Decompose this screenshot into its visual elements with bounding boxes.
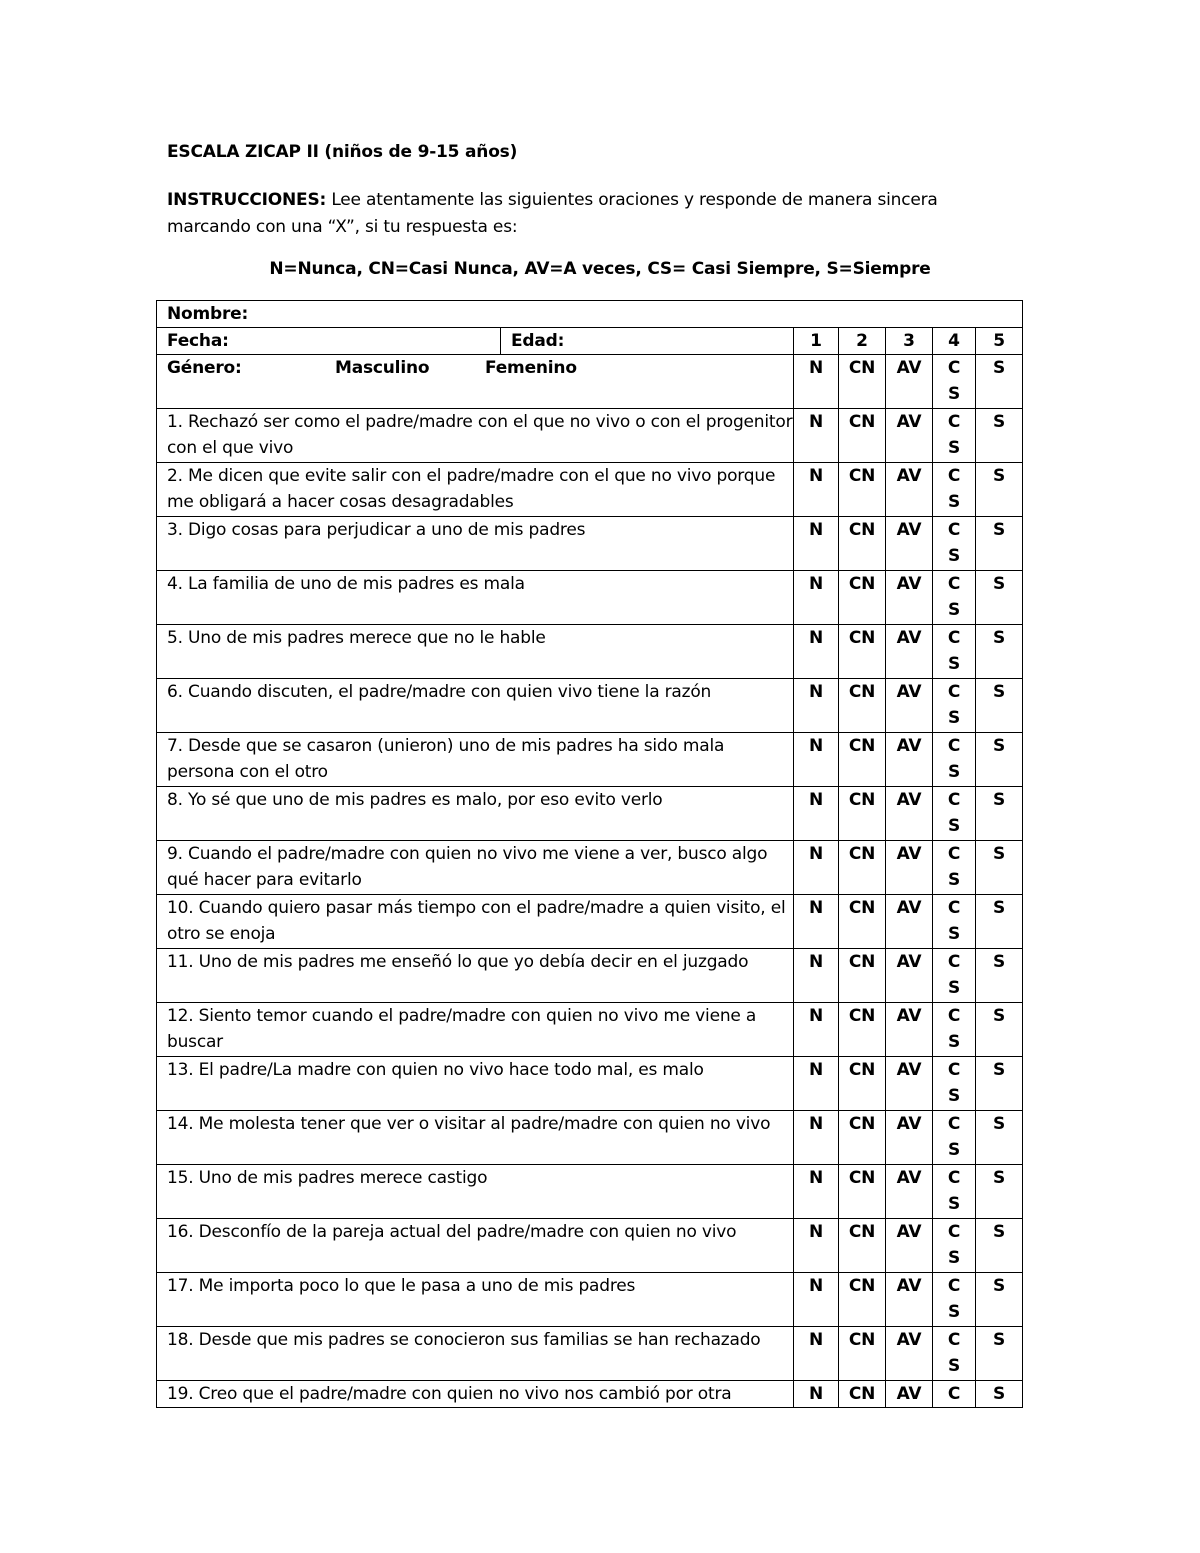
option-n[interactable]: N [794, 1165, 839, 1219]
item-statement: Creo que el padre/madre con quien no vivo nos cambió por otra [193, 1384, 732, 1404]
gender-option-female[interactable]: Femenino [485, 358, 577, 378]
option-s[interactable]: S [976, 787, 1023, 841]
code-cs-top: C [947, 790, 961, 810]
option-av[interactable]: AV [886, 949, 933, 1003]
option-av[interactable]: AV [886, 571, 933, 625]
code-cs-bottom: S [947, 654, 961, 674]
option-s[interactable]: S [976, 1219, 1023, 1273]
option-cs[interactable] [933, 1273, 976, 1327]
item-number: 4. [167, 574, 183, 594]
item-row [157, 1111, 1023, 1165]
code-cs-top: C [947, 898, 961, 918]
option-n[interactable]: N [794, 517, 839, 571]
code-cs-bottom: S [947, 546, 961, 566]
item-text [157, 1057, 794, 1111]
option-cn[interactable]: CN [839, 1327, 886, 1381]
option-cn[interactable]: CN [839, 679, 886, 733]
item-number: 16. [167, 1222, 194, 1242]
gender-field [157, 355, 794, 409]
option-av[interactable]: AV [886, 1057, 933, 1111]
item-row [157, 787, 1023, 841]
item-row [157, 1057, 1023, 1111]
option-cs[interactable] [933, 1219, 976, 1273]
item-number: 8. [167, 790, 183, 810]
code-cs-top: C [947, 1330, 961, 1350]
scale-number: 5 [976, 328, 1023, 355]
option-av[interactable]: AV [886, 517, 933, 571]
date-label: Fecha: [167, 331, 229, 351]
option-cn[interactable]: CN [839, 949, 886, 1003]
instructions [167, 187, 987, 241]
item-row [157, 1003, 1023, 1057]
name-row [157, 301, 1023, 328]
item-text [157, 625, 794, 679]
survey-table [156, 300, 1023, 1408]
item-text [157, 841, 794, 895]
code-cs-bottom: S [947, 762, 961, 782]
option-av[interactable]: AV [886, 1381, 933, 1408]
item-text [157, 1273, 794, 1327]
item-statement: Me molesta tener que ver o visitar al padre/madre con quien no vivo [193, 1114, 771, 1134]
item-row [157, 517, 1023, 571]
option-cn[interactable]: CN [839, 895, 886, 949]
option-av[interactable]: AV [886, 1003, 933, 1057]
option-cs[interactable] [933, 463, 976, 517]
item-row [157, 1219, 1023, 1273]
option-cn[interactable]: CN [839, 1057, 886, 1111]
code-cs-top: C [947, 1168, 961, 1188]
option-cs[interactable] [933, 787, 976, 841]
item-row [157, 679, 1023, 733]
item-statement: Rechazó ser como el padre/madre con el que no vivo o con el progenitor con el que vivo [167, 412, 793, 458]
age-field[interactable] [501, 328, 794, 355]
option-cs[interactable] [933, 841, 976, 895]
item-row [157, 1273, 1023, 1327]
name-field[interactable] [157, 301, 1023, 328]
item-number: 15. [167, 1168, 194, 1188]
code-cs-bottom: S [947, 1356, 961, 1376]
option-n[interactable]: N [794, 841, 839, 895]
option-s[interactable]: S [976, 463, 1023, 517]
option-cn[interactable]: CN [839, 1381, 886, 1408]
item-row [157, 1327, 1023, 1381]
item-number: 17. [167, 1276, 194, 1296]
option-cs[interactable] [933, 949, 976, 1003]
item-statement: Me importa poco lo que le pasa a uno de mis padres [193, 1276, 636, 1296]
item-text [157, 1003, 794, 1057]
item-text [157, 895, 794, 949]
code-cs-top: C [947, 466, 961, 486]
option-cs[interactable] [933, 895, 976, 949]
instructions-text: Lee atentamente las siguientes oraciones y responde de manera sincera marcando con una “X”, si tu respuesta es: [167, 190, 938, 237]
option-av[interactable]: AV [886, 463, 933, 517]
option-av[interactable]: AV [886, 679, 933, 733]
option-s[interactable]: S [976, 679, 1023, 733]
code-cs-bottom: S [947, 1194, 961, 1214]
option-n[interactable]: N [794, 787, 839, 841]
code-cs-top: C [947, 844, 961, 864]
option-n[interactable]: N [794, 679, 839, 733]
item-number: 18. [167, 1330, 194, 1350]
item-number: 3. [167, 520, 183, 540]
code-cs-top: C [947, 628, 961, 648]
option-s[interactable]: S [976, 625, 1023, 679]
item-row [157, 733, 1023, 787]
item-row [157, 841, 1023, 895]
code-cs-bottom: S [947, 1140, 961, 1160]
code-cs-bottom: S [947, 816, 961, 836]
item-row [157, 409, 1023, 463]
option-n[interactable]: N [794, 1219, 839, 1273]
item-number: 1. [167, 412, 183, 432]
item-text [157, 949, 794, 1003]
item-number: 11. [167, 952, 194, 972]
code-cn: CN [839, 355, 886, 409]
option-n[interactable]: N [794, 733, 839, 787]
code-n: N [794, 355, 839, 409]
option-n[interactable]: N [794, 895, 839, 949]
option-n[interactable]: N [794, 1273, 839, 1327]
option-av[interactable]: AV [886, 841, 933, 895]
item-number: 13. [167, 1060, 194, 1080]
option-s[interactable]: S [976, 895, 1023, 949]
code-s: S [976, 355, 1023, 409]
item-statement: Uno de mis padres me enseñó lo que yo debía decir en el juzgado [193, 952, 749, 972]
item-number: 5. [167, 628, 183, 648]
option-cs[interactable] [933, 571, 976, 625]
item-text [157, 733, 794, 787]
option-s[interactable]: S [976, 1111, 1023, 1165]
option-cs[interactable] [933, 1381, 976, 1408]
option-av[interactable]: AV [886, 409, 933, 463]
option-s[interactable]: S [976, 1003, 1023, 1057]
item-text [157, 1381, 794, 1408]
option-n[interactable]: N [794, 625, 839, 679]
option-s[interactable]: S [976, 409, 1023, 463]
item-text [157, 1111, 794, 1165]
code-cs-bottom: S [947, 708, 961, 728]
option-n[interactable]: N [794, 1381, 839, 1408]
option-cs[interactable] [933, 733, 976, 787]
date-field[interactable] [157, 328, 501, 355]
code-cs-bottom: S [947, 870, 961, 890]
code-cs-bottom: S [947, 1302, 961, 1322]
option-cn[interactable]: CN [839, 517, 886, 571]
code-cs-top: C [947, 682, 961, 702]
item-number: 7. [167, 736, 183, 756]
code-cs-bottom: S [947, 438, 961, 458]
option-cn[interactable]: CN [839, 1219, 886, 1273]
age-label: Edad: [511, 331, 565, 351]
code-cs-top: C [947, 412, 961, 432]
item-row [157, 1381, 1023, 1408]
option-cs[interactable] [933, 1057, 976, 1111]
option-s[interactable]: S [976, 1273, 1023, 1327]
item-row [157, 463, 1023, 517]
item-statement: Digo cosas para perjudicar a uno de mis padres [182, 520, 586, 540]
item-text [157, 1219, 794, 1273]
option-cs[interactable] [933, 625, 976, 679]
code-cs-bottom: S [947, 978, 961, 998]
item-number: 14. [167, 1114, 194, 1134]
option-s[interactable]: S [976, 571, 1023, 625]
item-text [157, 787, 794, 841]
item-text [157, 571, 794, 625]
item-statement: Uno de mis padres merece que no le hable [182, 628, 546, 648]
option-cn[interactable]: CN [839, 787, 886, 841]
option-cn[interactable]: CN [839, 571, 886, 625]
gender-row [157, 355, 1023, 409]
code-cs [933, 355, 976, 409]
item-row [157, 1165, 1023, 1219]
option-s[interactable]: S [976, 1327, 1023, 1381]
item-text [157, 1327, 794, 1381]
code-cs-bottom: S [947, 384, 961, 404]
item-statement: El padre/La madre con quien no vivo hace todo mal, es malo [193, 1060, 704, 1080]
option-n[interactable]: N [794, 409, 839, 463]
item-statement: Cuando el padre/madre con quien no vivo me viene a ver, busco algo qué hacer para evitarlo [167, 844, 768, 890]
scale-number: 2 [839, 328, 886, 355]
scale-legend: N=Nunca, CN=Casi Nunca, AV=A veces, CS= Casi Siempre, S=Siempre [269, 259, 931, 279]
option-n[interactable]: N [794, 1003, 839, 1057]
item-row [157, 571, 1023, 625]
option-cn[interactable]: CN [839, 409, 886, 463]
option-cs[interactable] [933, 1165, 976, 1219]
item-statement: Desde que se casaron (unieron) uno de mis padres ha sido mala persona con el otro [167, 736, 725, 782]
code-cs-bottom: S [947, 924, 961, 944]
option-av[interactable]: AV [886, 1327, 933, 1381]
option-n[interactable]: N [794, 463, 839, 517]
item-number: 19. [167, 1384, 194, 1404]
option-cs[interactable] [933, 679, 976, 733]
option-av[interactable]: AV [886, 1111, 933, 1165]
code-cs-top: C [947, 952, 961, 972]
option-n[interactable]: N [794, 949, 839, 1003]
option-av[interactable]: AV [886, 1165, 933, 1219]
item-text [157, 463, 794, 517]
code-cs-top: C [947, 520, 961, 540]
instructions-label: INSTRUCCIONES: [167, 190, 327, 210]
gender-option-male[interactable]: Masculino [335, 358, 430, 378]
code-cs-top: C [947, 1060, 961, 1080]
item-statement: Desconfío de la pareja actual del padre/madre con quien no vivo [193, 1222, 737, 1242]
option-cn[interactable]: CN [839, 841, 886, 895]
option-n[interactable]: N [794, 1327, 839, 1381]
option-av[interactable]: AV [886, 895, 933, 949]
option-cn[interactable]: CN [839, 463, 886, 517]
item-statement: Yo sé que uno de mis padres es malo, por eso evito verlo [182, 790, 663, 810]
item-number: 2. [167, 466, 183, 486]
option-av[interactable]: AV [886, 1273, 933, 1327]
item-number: 6. [167, 682, 183, 702]
item-statement: Me dicen que evite salir con el padre/madre con el que no vivo porque me obligará a hacer cosas desagradables [167, 466, 776, 512]
option-s[interactable]: S [976, 949, 1023, 1003]
code-cs-top: C [947, 358, 961, 378]
item-text [157, 1165, 794, 1219]
date-age-row [157, 328, 1023, 355]
option-cn[interactable]: CN [839, 1273, 886, 1327]
option-cn[interactable]: CN [839, 1111, 886, 1165]
option-cn[interactable]: CN [839, 1165, 886, 1219]
item-text [157, 517, 794, 571]
code-cs-top: C [947, 1222, 961, 1242]
option-cs[interactable] [933, 517, 976, 571]
option-cn[interactable]: CN [839, 625, 886, 679]
option-av[interactable]: AV [886, 625, 933, 679]
option-av[interactable]: AV [886, 1219, 933, 1273]
code-cs-bottom: S [947, 492, 961, 512]
item-row [157, 895, 1023, 949]
option-s[interactable]: S [976, 733, 1023, 787]
document-title: ESCALA ZICAP II (niños de 9-15 años) [167, 142, 518, 162]
scale-number: 1 [794, 328, 839, 355]
item-text [157, 409, 794, 463]
option-s[interactable]: S [976, 1381, 1023, 1408]
code-cs-top: C [947, 1006, 961, 1026]
item-statement: Cuando discuten, el padre/madre con quien vivo tiene la razón [182, 682, 712, 702]
option-cs[interactable] [933, 1111, 976, 1165]
name-label: Nombre: [167, 304, 249, 324]
code-cs-top: C [947, 1384, 961, 1404]
item-statement: Siento temor cuando el padre/madre con quien no vivo me viene a buscar [167, 1006, 757, 1052]
code-cs-bottom: S [947, 1086, 961, 1106]
scale-number: 3 [886, 328, 933, 355]
option-cn[interactable]: CN [839, 733, 886, 787]
item-row [157, 949, 1023, 1003]
item-statement: Uno de mis padres merece castigo [193, 1168, 488, 1188]
code-cs-top: C [947, 1276, 961, 1296]
option-n[interactable]: N [794, 1111, 839, 1165]
option-s[interactable]: S [976, 517, 1023, 571]
item-number: 12. [167, 1006, 194, 1026]
option-s[interactable]: S [976, 841, 1023, 895]
option-cs[interactable] [933, 1003, 976, 1057]
code-cs-top: C [947, 1114, 961, 1134]
option-cs[interactable] [933, 1327, 976, 1381]
option-av[interactable]: AV [886, 787, 933, 841]
item-statement: Cuando quiero pasar más tiempo con el padre/madre a quien visito, el otro se enoja [167, 898, 786, 944]
code-cs-top: C [947, 736, 961, 756]
option-av[interactable]: AV [886, 733, 933, 787]
gender-label: Género: [167, 358, 242, 378]
item-row [157, 625, 1023, 679]
code-cs-bottom: S [947, 1248, 961, 1268]
option-cs[interactable] [933, 409, 976, 463]
code-cs-top: C [947, 574, 961, 594]
item-number: 9. [167, 844, 183, 864]
item-text [157, 679, 794, 733]
option-n[interactable]: N [794, 1057, 839, 1111]
code-cs-bottom: S [947, 1032, 961, 1052]
scale-number: 4 [933, 328, 976, 355]
item-statement: La familia de uno de mis padres es mala [182, 574, 525, 594]
item-number: 10. [167, 898, 194, 918]
option-cn[interactable]: CN [839, 1003, 886, 1057]
code-av: AV [886, 355, 933, 409]
option-n[interactable]: N [794, 571, 839, 625]
code-cs-bottom: S [947, 600, 961, 620]
option-s[interactable]: S [976, 1057, 1023, 1111]
option-s[interactable]: S [976, 1165, 1023, 1219]
item-statement: Desde que mis padres se conocieron sus familias se han rechazado [193, 1330, 761, 1350]
